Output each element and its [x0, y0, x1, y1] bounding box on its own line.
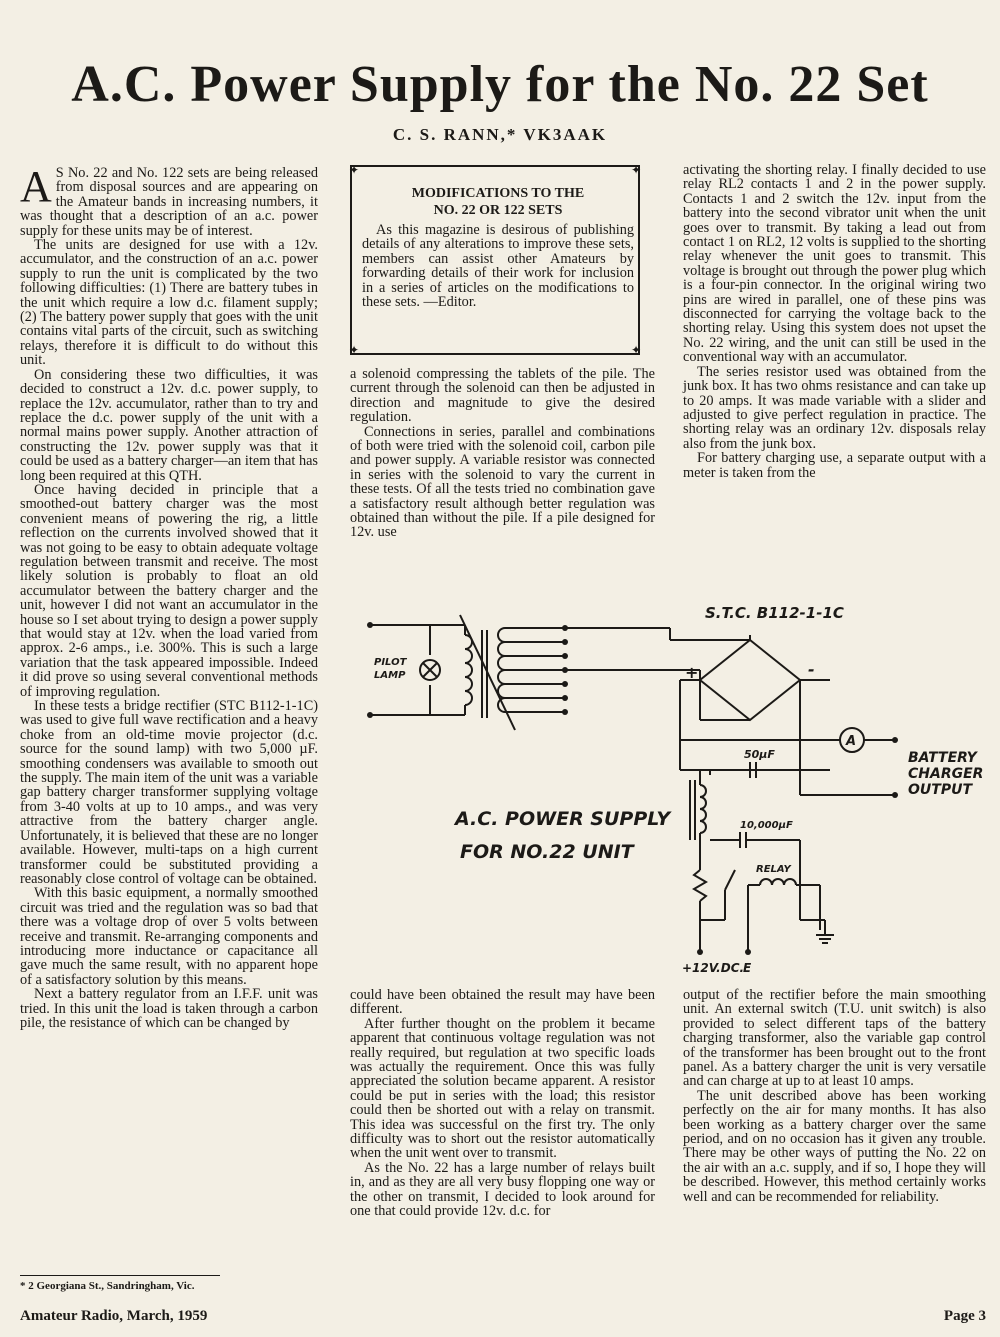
plus-label: +: [685, 663, 699, 682]
paragraph: a solenoid compressing the tablets of the pile. The current through the solenoid can then be adjusted in direction and magnitude to give the desired regulation.: [350, 366, 655, 426]
column-3-bottom: [683, 988, 986, 1204]
publication-footer: Amateur Radio, March, 1959: [20, 1308, 208, 1324]
column-1: [20, 162, 318, 1031]
cap-10000uf-label: 10,000µF: [740, 820, 793, 831]
cap-50uf-label: 50µF: [744, 748, 775, 761]
column-2-top: [350, 367, 655, 540]
column-3-top: [683, 163, 986, 480]
paragraph: A S No. 22 and No. 122 sets are being released from disposal sources and are appearing on the Amateur bands in increasing numbers, it was thought that a description of an a.c. power supply for these units may be of interest.: [20, 162, 318, 239]
paragraph: Connections in series, parallel and combinations of both were tried with the solenoid coil, carbon pile and power supply. A variable resistor was connected in series with the solenoid to vary the current in these tests. Of all the tests tried no combination gave a satisfactory result although better regulation was obtained than without the pile. If a pile designed for 12v. use: [350, 423, 655, 541]
paragraph: The unit described above has been working perfectly on the air for many months. It has also been working as a battery charger over the same period, and on no occasion has it given any trouble. There may be other ways of putting the No. 22 on the air with an a.c. supply, and if so, I hope they will be described. However, this method certainly works well and can be recommended for reliability.: [683, 1087, 986, 1205]
paragraph: The series resistor used was obtained from the junk box. It has two ohms resistance and can take up to 20 amps. It was made variable with a slider and adjusted to give perfect regulation in practice. The shorting relay was an ordinary 12v. disposals relay also from the junk box.: [683, 363, 986, 452]
relay-label: RELAY: [756, 864, 791, 875]
output-label: OUTPUT: [908, 782, 972, 798]
box-corner: ✦: [630, 163, 641, 177]
pilot-lamp-label: LAMP: [374, 670, 406, 681]
minus-label: -: [808, 660, 815, 679]
paragraph: After further thought on the problem it became apparent that continuous voltage regulation was not really required, but regulation at two specific loads was actually the requirement. Once this was fully appreciated the solution became apparent. A resistor could be put in series with the load; this resistor could then be shorted out with a relay on transmit. This idea was successful on the first try. The only difficulty was to short out the resistor automatically when the unit went over to transmit.: [350, 1015, 655, 1162]
footnote: * 2 Georgiana St., Sandringham, Vic.: [20, 1280, 195, 1292]
output-label: CHARGER: [908, 766, 984, 782]
schematic-terminals: [367, 622, 898, 955]
terminal-e-label: E: [743, 961, 752, 975]
box-corner: ✦: [349, 343, 360, 357]
page-number: Page 3: [943, 1308, 986, 1324]
box-text: As this magazine is desirous of publishing details of any alterations to improve these sets, members can assist other Amateurs by forwarding details of their work for inclusion in a series of articles on the modifications to these sets. —Editor.: [362, 222, 634, 311]
output-label: BATTERY: [908, 750, 977, 766]
box-corner: ✦: [349, 163, 360, 177]
paragraph: Once having decided in principle that a smoothed-out battery charger was the most convenient means of powering the rig, a little reflection on the currents involved showed that it was not going to be easy to obtain adequate voltage regulation between transmit and receive. The most likely solution is probably to float an old accumulator between the battery charger and the unit, however I did not want an accumulator in the house so I set about trying to design a power supply that would stay at 12v. when the load varied from approx. 2-6 amps., i.e. 300%. This is such a large variation that the task appeared impossible. Indeed it did prove so using several conventional methods of improving regulation.: [20, 481, 318, 700]
diagram-caption: FOR NO.22 UNIT: [460, 841, 634, 863]
schematic-wires: [370, 615, 895, 952]
rectifier-label: S.T.C. B112-1-1C: [705, 604, 844, 622]
article-title: A.C. Power Supply for the No. 22 Set: [71, 56, 929, 113]
byline: C. S. RANN,* VK3AAK: [392, 125, 608, 144]
paragraph: In these tests a bridge rectifier (STC B112-1-1C) was used to give full wave rectification and a heavy choke from an old-time movie projector (d.c. source for the sound lamp) with two 5,000 µF. smoothing condensers was available to smooth out the supply. The main item of the unit was a variable gap battery charger transformer supplying voltage from 3-40 volts at up to 10 amps., and was very attractive from the battery charger angle. Unfortunately, it is believed that these are no longer available. However, multi-taps on a high current transformer could be substituted providing a reasonably close control of voltage can be obtained.: [20, 698, 318, 887]
diagram-caption: A.C. POWER SUPPLY: [455, 808, 671, 830]
paragraph: output of the rectifier before the main smoothing unit. An external switch (T.U. unit switch) is also provided to select different taps of the battery charging transformer, also the variable gap control of the transformer has been brought out to the front panel. As a battery charger the unit is very versatile and can charge at up to at least 10 amps.: [683, 987, 986, 1090]
meter-label: A: [846, 734, 857, 749]
terminal-12v-label: +12V.DC.: [682, 961, 745, 975]
paragraph: On considering these two difficulties, it was decided to construct a 12v. d.c. power supply, to replace the 12v. accumulator, rather than to try and replace the d.c. power supply of the unit with a normal mains power supply. Another attraction of constructing the 12v. power supply was that it could be used as a battery charger—an item that has long been required at this QTH.: [20, 366, 318, 484]
paragraph: could have been obtained the result may have been different.: [350, 987, 655, 1018]
pilot-lamp-label: PILOT: [374, 657, 407, 668]
editor-notice-box: [350, 165, 640, 355]
footnote-rule: [20, 1275, 220, 1276]
circuit-schematic: [350, 590, 990, 980]
box-corner: ✦: [630, 343, 641, 357]
paragraph: The units are designed for use with a 12v. accumulator, and the construction of an a.c. power supply to run the unit is complicated by the two following difficulties: (1) There are battery tubes in the unit which require a low d.c. filament supply; (2) The battery power supply that goes with the unit contains vital parts of the circuit, such as switching relays, therefore it is difficult to do without this unit.: [20, 237, 318, 369]
column-2-bottom: [350, 988, 655, 1219]
paragraph: With this basic equipment, a normally smoothed circuit was tried and the regulation was so bad that there was a voltage drop of over 5 volts between receive and transmit. Re-arranging components and introducing more inductance or capacitance all gave much the same result, with no apparent hope of a satisfactory solution by this means.: [20, 885, 318, 988]
paragraph: Next a battery regulator from an I.F.F. unit was tried. In this unit the load is taken through a carbon pile, the resistance of which can be changed by: [20, 986, 318, 1031]
paragraph: For battery charging use, a separate output with a meter is taken from the: [683, 450, 986, 481]
box-heading: MODIFICATIONS TO THE NO. 22 OR 122 SETS: [411, 186, 585, 218]
drop-cap: A: [20, 162, 52, 211]
paragraph: activating the shorting relay. I finally decided to use relay RL2 contacts 1 and 2 in the power supply. Contacts 1 and 2 switch the 12v. input from the battery into the second vibrator unit when the unit goes over to transmit. By taking a lead out from contact 1 on RL2, 12 volts is supplied to the shorting relay whenever the unit goes to transmit. This voltage is brought out through the power plug which is a four-pin connector. In the original wiring two pins are wired in parallel, one of these pins was disconnected for carrying the voltage back to the shorting relay. Using this system does not upset the No. 22 wiring, and the unit can still be used in the conventional way with an accumulator.: [683, 162, 986, 366]
paragraph: As the No. 22 has a large number of relays built in, and as they are all very busy flopping one way or the other on transmit, I decided to look around for one that could provide 12v. d.c. for: [350, 1159, 655, 1220]
